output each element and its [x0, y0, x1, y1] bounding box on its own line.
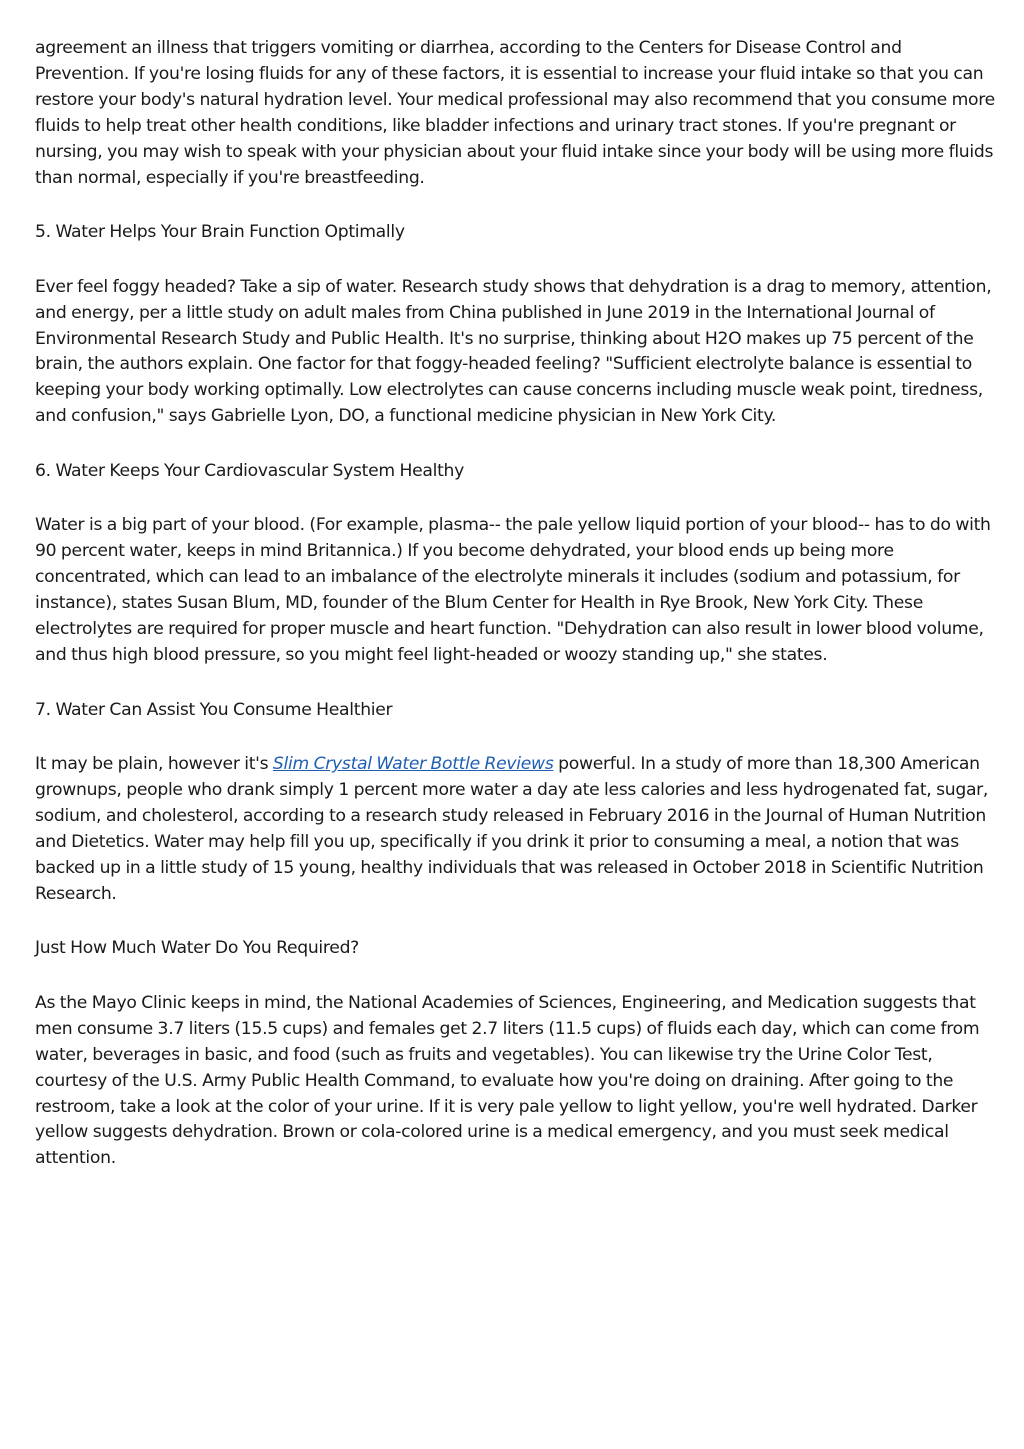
paragraph-healthier-rest: powerful. In a study of more than 18,300 American grownups, people who drank simply 1 percent more water a day ate less calories and less hydrogenated fat, sugar, sodium, and cholesterol, according to a research study released in February 2016 in the Journal of Human Nutrition and Dietetics. Water may help fill you up, specifically if you drink it prior to consuming a meal, a notion that was backed up in a little study of 15 young, healthy individuals that was released in October 2018 in Scientific Nutrition Research.	[35, 754, 989, 904]
document-body	[35, 36, 997, 1201]
section-heading-healthier: 7. Water Can Assist You Consume Healthier	[35, 699, 393, 720]
paragraph-cardiovascular: Water is a big part of your blood. (For example, plasma-- the pale yellow liquid portion of your blood-- has to do with 90 percent water, keeps in mind Britannica.) If you become dehydrated, your blood ends up being more concentrated, which can lead to an imbalance of the electrolyte minerals it includes (sodium and potassium, for instance), states Susan Blum, MD, founder of the Blum Center for Health in Rye Brook, New York City. These electrolytes are required for proper muscle and heart function. "Dehydration can also result in lower blood volume, and thus high blood pressure, so you might feel light-headed or woozy standing up," she states.	[35, 515, 991, 665]
paragraph-healthier	[35, 752, 997, 907]
paragraph-brain: Ever feel foggy headed? Take a sip of water. Research study shows that dehydration is a drag to memory, attention, and energy, per a little study on adult males from China published in June 2019 in the International Journal of Environmental Research Study and Public Health. It's no surprise, thinking about H2O makes up 75 percent of the brain, the authors explain. One factor for that foggy-headed feeling? "Sufficient electrolyte balance is essential to keeping your body working optimally. Low electrolytes can cause concerns including muscle weak point, tiredness, and confusion," says Gabrielle Lyon, DO, a functional medicine physician in New York City.	[35, 276, 992, 427]
section-heading-brain: 5. Water Helps Your Brain Function Optimally	[35, 222, 405, 243]
section-heading-how-much: Just How Much Water Do You Required?	[35, 938, 359, 959]
paragraph-how-much: As the Mayo Clinic keeps in mind, the National Academies of Sciences, Engineering, and Medication suggests that men consume 3.7 liters (15.5 cups) and females get 2.7 liters (11.5 cups) of fluids each day, which can come from water, beverages in basic, and food (such as fruits and vegetables). You can likewise try the Urine Color Test, courtesy of the U.S. Army Public Health Command, to evaluate how you're doing on draining. After going to the restroom, take a look at the color of your urine. If it is very pale yellow to light yellow, you're well hydrated. Darker yellow suggests dehydration. Brown or cola-colored urine is a medical emergency, and you must seek medical attention.	[35, 992, 980, 1169]
section-heading-cardiovascular: 6. Water Keeps Your Cardiovascular System Healthy	[35, 460, 464, 481]
paragraph-intro: agreement an illness that triggers vomiting or diarrhea, according to the Centers for Disease Control and Prevention. If you're losing fluids for any of these factors, it is essential to increase your fluid intake so that you can restore your body's natural hydration level. Your medical professional may also recommend that you consume more fluids to help treat other health conditions, like bladder infections and urinary tract stones. If you're pregnant or nursing, you may wish to speak with your physician about your fluid intake since your body will be using more fluids than normal, especially if you're breastfeeding.	[35, 38, 995, 188]
paragraph-healthier-lead: It may be plain, however it's	[35, 754, 273, 775]
product-review-link[interactable]: Slim Crystal Water Bottle Reviews	[272, 754, 554, 775]
